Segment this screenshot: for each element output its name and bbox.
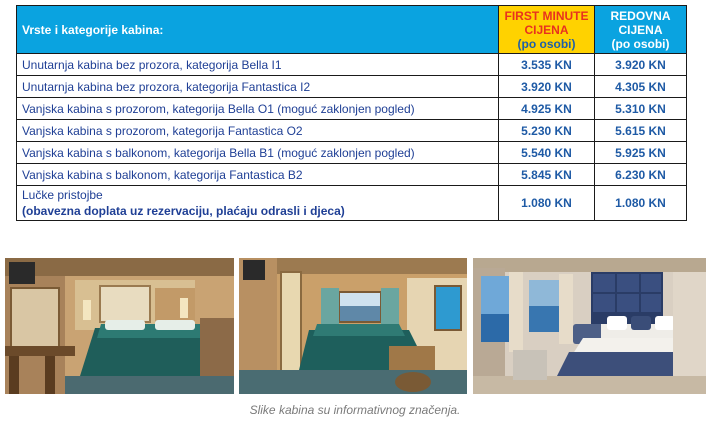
header-cabin-types: Vrste i kategorije kabina: (17, 6, 499, 54)
header-first-minute-line1: FIRST MINUTE (504, 8, 589, 23)
port-fees-cell (17, 186, 499, 221)
first-minute-price: 5.845 KN (499, 164, 595, 186)
first-minute-price: 3.920 KN (499, 76, 595, 98)
regular-price: 6.230 KN (595, 164, 687, 186)
cabin-name: Unutarnja kabina bez prozora, kategorija Fantastica I2 (17, 76, 499, 98)
cabin-name: Vanjska kabina s prozorom, kategorija Bella O1 (moguć zaklonjen pogled) (17, 98, 499, 120)
port-fees-name: Lučke pristojbe (22, 188, 103, 202)
cabin-name: Unutarnja kabina bez prozora, kategorija Bella I1 (17, 54, 499, 76)
cabin-price-table (16, 5, 687, 221)
cabin-photo-balcony (473, 258, 706, 394)
table-row (17, 98, 687, 120)
table-row (17, 164, 687, 186)
regular-price: 3.920 KN (595, 54, 687, 76)
regular-price: 4.305 KN (595, 76, 687, 98)
first-minute-price: 3.535 KN (499, 54, 595, 76)
regular-price: 5.615 KN (595, 120, 687, 142)
photo-caption: Slike kabina su informativnog značenja. (249, 403, 461, 417)
header-regular-line3: (po osobi) (611, 36, 670, 51)
first-minute-price: 4.925 KN (499, 98, 595, 120)
port-fees-row (17, 186, 687, 221)
table-row (17, 120, 687, 142)
port-fees-regular-price: 1.080 KN (595, 186, 687, 221)
cabin-name: Vanjska kabina s prozorom, kategorija Fantastica O2 (17, 120, 499, 142)
table-header-row (17, 6, 687, 54)
cabin-name: Vanjska kabina s balkonom, kategorija Bella B1 (moguć zaklonjen pogled) (17, 142, 499, 164)
regular-price: 5.925 KN (595, 142, 687, 164)
header-first-minute-line2: CIJENA (524, 22, 569, 37)
header-regular-line2: CIJENA (618, 22, 663, 37)
table-row (17, 54, 687, 76)
header-regular-price (595, 6, 687, 54)
header-first-minute-line3: (po osobi) (517, 36, 576, 51)
table-row (17, 76, 687, 98)
port-fees-note: (obavezna doplata uz rezervaciju, plaćaju odrasli i djeca) (22, 204, 345, 218)
header-first-minute-price (499, 6, 595, 54)
table-row (17, 142, 687, 164)
cabin-photo-interior (5, 258, 234, 394)
port-fees-first-minute-price: 1.080 KN (499, 186, 595, 221)
regular-price: 5.310 KN (595, 98, 687, 120)
first-minute-price: 5.230 KN (499, 120, 595, 142)
cabin-name: Vanjska kabina s balkonom, kategorija Fantastica B2 (17, 164, 499, 186)
first-minute-price: 5.540 KN (499, 142, 595, 164)
header-regular-line1: REDOVNA (610, 8, 671, 23)
cabin-photo-window (239, 258, 467, 394)
